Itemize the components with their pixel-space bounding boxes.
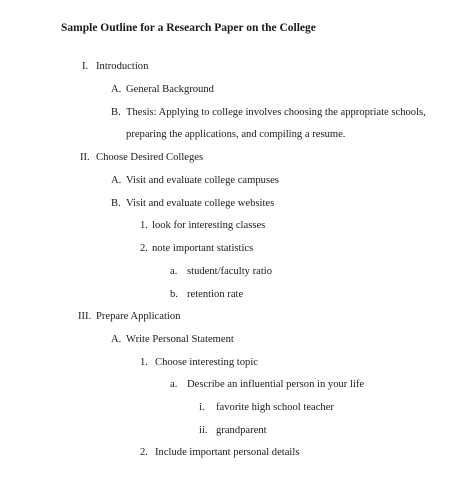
outline-text: Thesis: Applying to college involves choosing the appropriate schools, (126, 107, 426, 118)
outline-marker: I. (82, 61, 89, 72)
outline-item (111, 174, 279, 187)
outline-marker: B. (111, 198, 121, 209)
outline-marker: A. (111, 84, 122, 95)
outline-marker: 1. (140, 220, 148, 231)
outline-text: Prepare Application (96, 311, 181, 322)
outline-text: note important statistics (152, 243, 254, 254)
outline-text: look for interesting classes (152, 220, 266, 231)
outline-marker: A. (111, 175, 122, 186)
outline-item (140, 219, 265, 232)
outline-marker: B. (111, 107, 121, 118)
outline-marker: III. (78, 311, 92, 322)
outline-text: student/faculty ratio (187, 266, 273, 277)
outline-text: grandparent (216, 425, 267, 436)
outline-item (140, 446, 299, 459)
outline-item (140, 356, 258, 369)
outline-marker: b. (170, 289, 178, 300)
outline-text: Visit and evaluate college websites (126, 198, 275, 209)
outline-item (199, 424, 267, 437)
outline-text: retention rate (187, 289, 244, 300)
outline-marker: 2. (140, 447, 148, 458)
outline-text: Include important personal details (155, 447, 300, 458)
outline-marker: a. (170, 379, 178, 390)
outline-text: Choose Desired Colleges (96, 152, 204, 163)
outline-text: General Background (126, 84, 214, 95)
outline-text: Write Personal Statement (126, 334, 234, 345)
outline-text: Visit and evaluate college campuses (126, 175, 279, 186)
outline-item (82, 60, 148, 73)
outline-text: Describe an influential person in your life (187, 379, 365, 390)
outline-item (170, 288, 243, 301)
outline-item (111, 106, 426, 119)
outline-item (140, 242, 253, 255)
outline-text: Choose interesting topic (155, 357, 258, 368)
outline-item (199, 401, 334, 414)
outline-item-continuation (126, 128, 345, 141)
outline-item (170, 265, 272, 278)
outline-marker: i. (199, 402, 205, 413)
outline-marker: II. (80, 152, 90, 163)
outline-item (111, 197, 274, 210)
outline-item (111, 333, 234, 346)
outline-marker: ii. (199, 425, 208, 436)
document-title: Sample Outline for a Research Paper on the College (61, 22, 316, 34)
outline-marker: 2. (140, 243, 148, 254)
outline-item (170, 378, 364, 391)
outline-text: Introduction (96, 61, 149, 72)
outline-marker: 1. (140, 357, 148, 368)
outline-marker: a. (170, 266, 178, 277)
outline-marker: A. (111, 334, 122, 345)
outline-item (111, 83, 214, 96)
outline-item (80, 151, 203, 164)
outline-text: preparing the applications, and compiling a resume. (126, 129, 346, 140)
outline-text: favorite high school teacher (216, 402, 334, 413)
outline-item (78, 310, 180, 323)
